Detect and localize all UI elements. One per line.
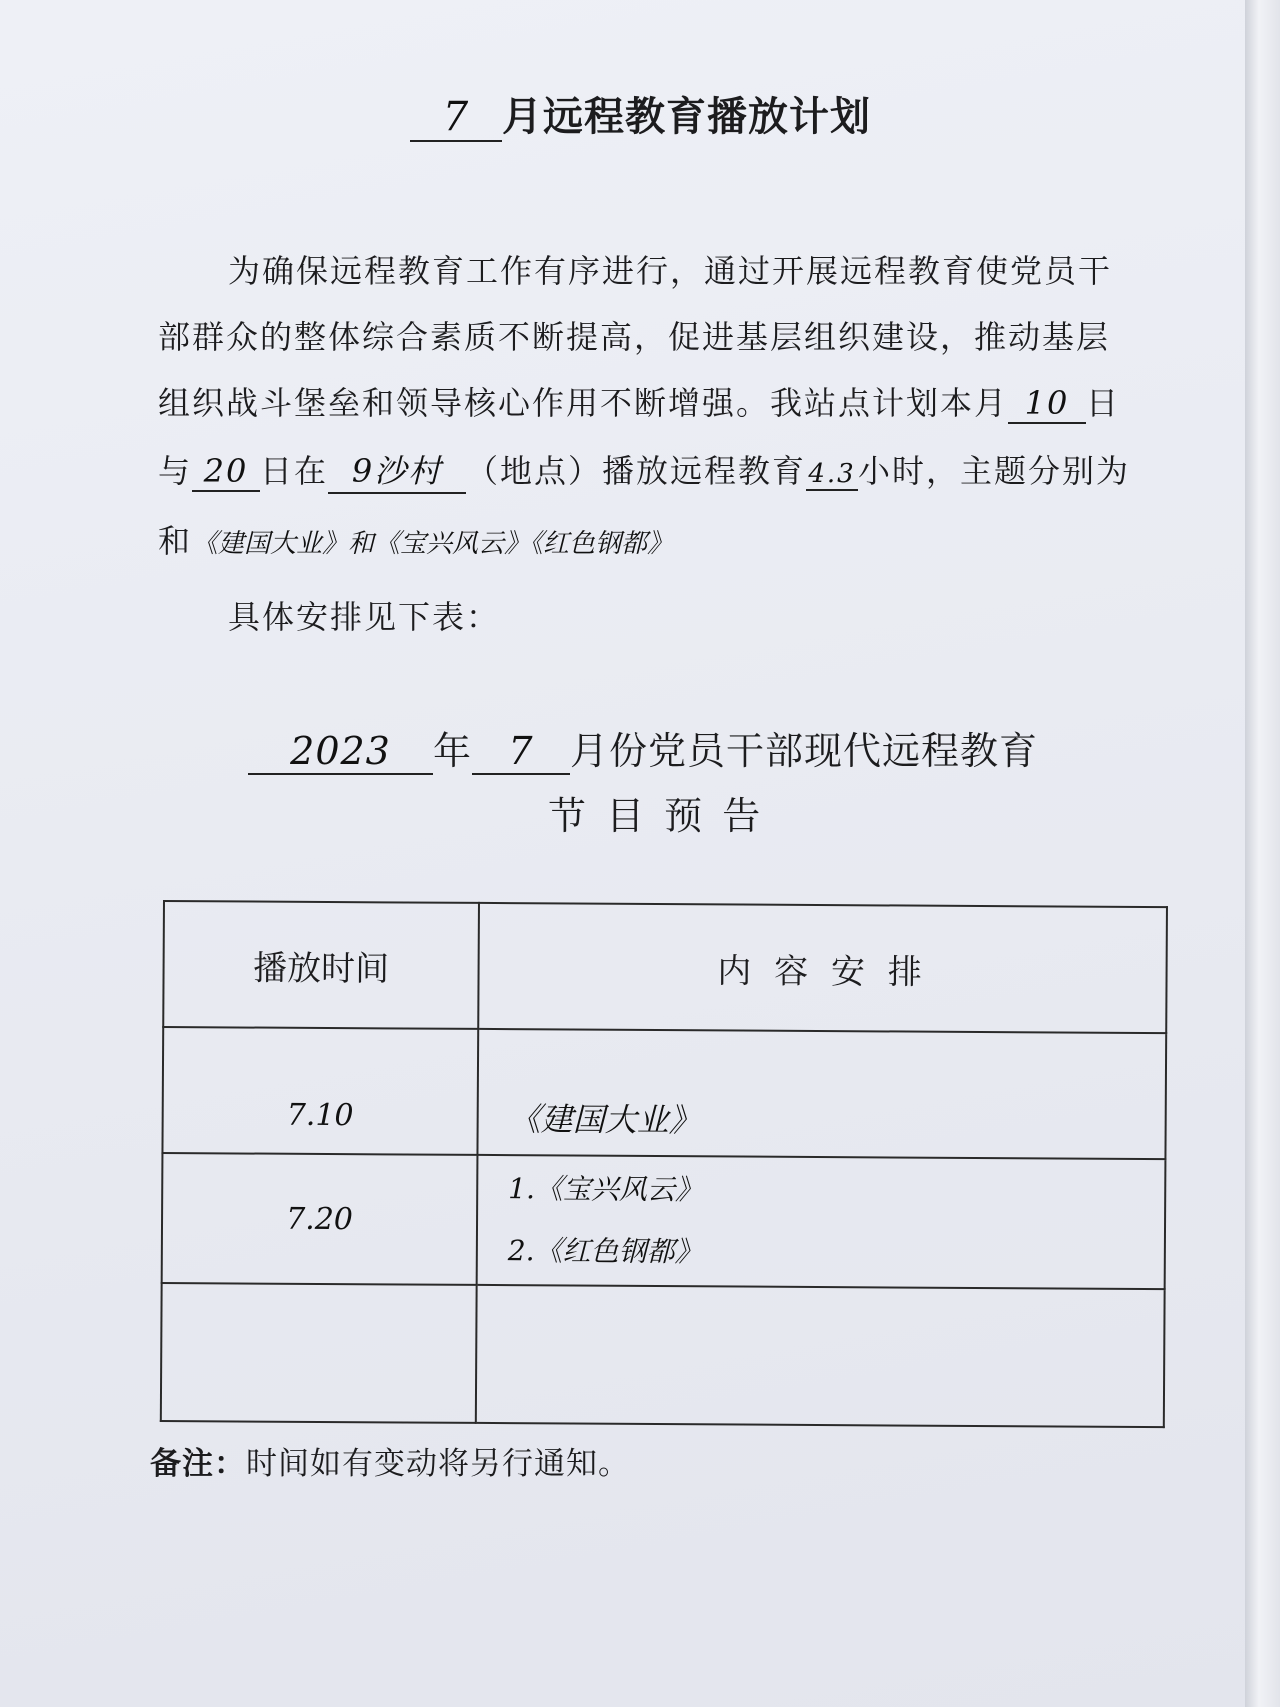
note-label: 备注： <box>150 1446 246 1482</box>
header-time: 播放时间 <box>163 901 479 1029</box>
title-text: 月远程教育播放计划 <box>502 94 871 140</box>
table-row <box>161 1283 1165 1427</box>
row-2-content <box>477 1155 1166 1289</box>
row-2-time: 7.20 <box>162 1153 478 1285</box>
year-blank: 2023 <box>248 729 433 775</box>
year-suffix: 年 <box>433 729 473 773</box>
row-1-content: 《建国大业》 <box>477 1029 1166 1159</box>
schedule-table <box>160 900 1168 1428</box>
day1-blank: 10 <box>1008 384 1086 424</box>
themes-handwritten: 《建国大业》和《宝兴风云》《红色钢都》 <box>192 529 674 559</box>
intro-line-5-prefix: 和 <box>158 522 193 560</box>
title-month-blank: 7 <box>410 94 502 142</box>
row-3-time <box>161 1283 477 1423</box>
intro-line-3-text: 组织战斗堡垒和领导核心作用不断增强。我站点计划本月 <box>158 384 1009 422</box>
header-content: 内 容 安 排 <box>478 903 1167 1033</box>
program-month-blank: 7 <box>472 729 570 775</box>
intro-line-4-prefix: 与 <box>158 452 193 490</box>
intro-line-3 <box>158 378 1120 424</box>
program-heading-text: 月份党员干部现代远程教育 <box>570 729 1039 773</box>
row-2-content-item-2: 2.《红色钢都》 <box>507 1234 703 1269</box>
intro-line-5 <box>158 516 673 562</box>
intro-line-1: 为确保远程教育工作有序进行，通过开展远程教育使党员干 <box>228 252 1113 290</box>
intro-line-4 <box>158 446 1130 494</box>
program-subtitle: 节 目 预 告 <box>548 794 765 838</box>
intro-line-4-suffix: 小时，主题分别为 <box>858 452 1131 490</box>
footnote <box>150 1438 630 1483</box>
table-row <box>162 1153 1166 1289</box>
intro-line-6: 具体安排见下表： <box>228 598 501 636</box>
intro-line-4-mid1: 日在 <box>260 452 329 490</box>
row-1-time: 7.10 <box>162 1027 478 1155</box>
table-row <box>162 1027 1166 1159</box>
row-2-content-item-1: 1.《宝兴风云》 <box>508 1172 704 1207</box>
day2-blank: 20 <box>192 452 260 492</box>
intro-line-3-suffix: 日 <box>1086 384 1121 422</box>
row-3-content <box>476 1285 1165 1427</box>
table-header-row <box>163 901 1167 1033</box>
program-heading <box>248 720 1038 775</box>
paper-stack-edge <box>1245 0 1280 1707</box>
location-blank: 9沙村 <box>328 446 466 494</box>
intro-line-2: 部群众的整体综合素质不断提高，促进基层组织建设，推动基层 <box>158 318 1111 356</box>
page-title <box>410 85 871 142</box>
intro-line-4-mid2: （地点）播放远程教育 <box>466 452 807 490</box>
note-text: 时间如有变动将另行通知。 <box>246 1446 630 1482</box>
hours-blank: 4.3 <box>806 459 858 491</box>
